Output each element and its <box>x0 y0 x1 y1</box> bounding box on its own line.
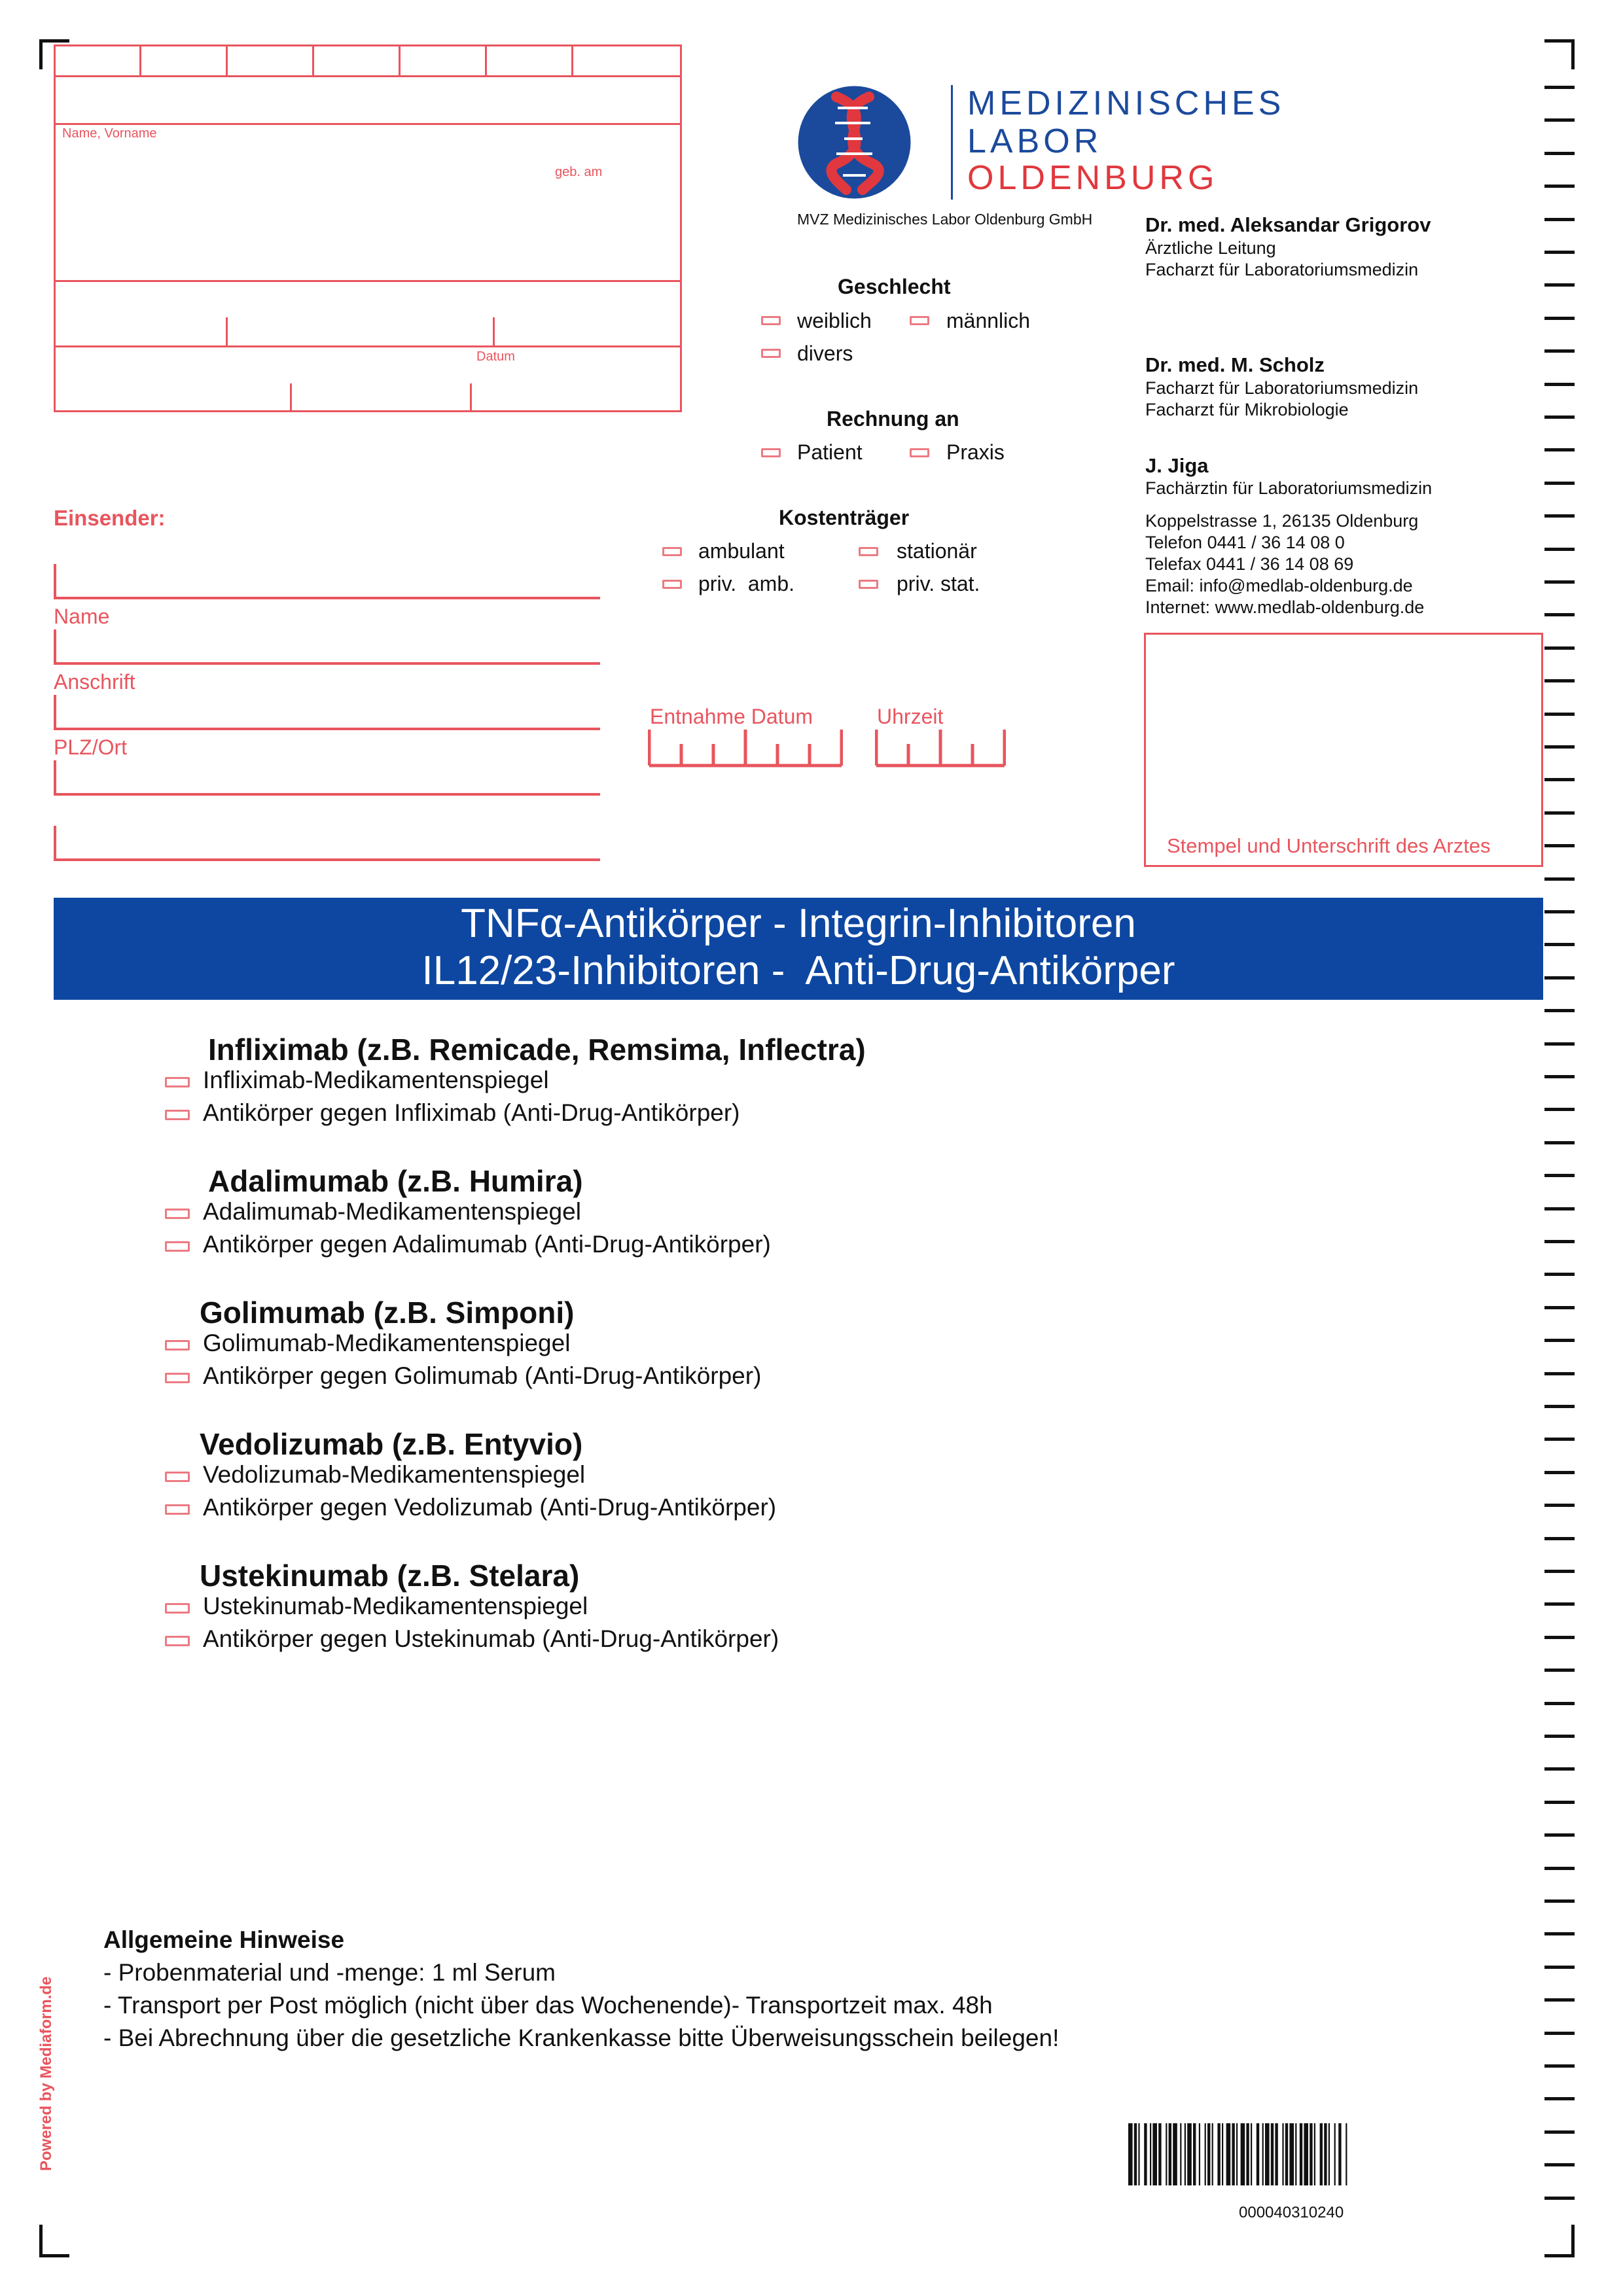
option-stationaer: stationär <box>897 539 977 563</box>
edge-tick <box>1544 811 1575 815</box>
logo-divider <box>951 85 953 200</box>
einsender-anschrift-label: Anschrift <box>54 670 135 694</box>
edge-tick <box>1544 613 1575 616</box>
banner-line-1: TNFα-Antikörper - Integrin-Inhibitoren <box>461 901 1136 946</box>
edge-tick <box>1544 1009 1575 1012</box>
checkbox-praxis[interactable] <box>910 448 929 457</box>
patient-box-divider <box>54 123 682 125</box>
edge-tick <box>1544 1240 1575 1243</box>
test-infliximab-spiegel: Infliximab-Medikamentenspiegel <box>203 1067 549 1093</box>
edge-tick <box>1544 218 1575 221</box>
checkbox-divers[interactable] <box>761 349 781 358</box>
edge-tick <box>1544 383 1575 386</box>
einsender-line-3 <box>54 728 600 730</box>
barcode-bar <box>1217 2123 1220 2185</box>
option-praxis: Praxis <box>946 440 1005 464</box>
edge-tick <box>1544 1141 1575 1144</box>
geschlecht-title: Geschlecht <box>838 275 951 298</box>
edge-tick <box>1544 1075 1575 1078</box>
checkbox-ambulant[interactable] <box>662 547 682 556</box>
stamp-label: Stempel und Unterschrift des Arztes <box>1167 834 1491 857</box>
barcode-bar <box>1152 2123 1157 2185</box>
edge-tick <box>1544 283 1575 287</box>
barcode-bar <box>1212 2123 1213 2185</box>
checkbox-golimumab-spiegel[interactable] <box>165 1340 190 1351</box>
test-adalimumab-ada: Antikörper gegen Adalimumab (Anti-Drug-Antikörper) <box>203 1231 771 1258</box>
checkbox-weiblich[interactable] <box>761 316 781 325</box>
edge-tick <box>1544 2130 1575 2134</box>
barcode-bar <box>1144 2123 1147 2185</box>
crop-mark-top-left-v <box>39 39 43 69</box>
barcode-bar <box>1304 2123 1308 2185</box>
einsender-plz-label: PLZ/Ort <box>54 735 128 759</box>
patient-box-divider <box>54 75 682 77</box>
barcode-bar <box>1241 2123 1245 2185</box>
barcode-bar <box>1285 2123 1288 2185</box>
checkbox-adalimumab-ada[interactable] <box>165 1241 190 1252</box>
barcode-bar <box>1338 2123 1341 2185</box>
barcode-bar <box>1282 2123 1283 2185</box>
edge-tick <box>1544 482 1575 485</box>
barcode-bar <box>1246 2123 1249 2185</box>
logo-text-line1: MEDIZINISCHES <box>967 84 1285 122</box>
stamp-signature-box[interactable] <box>1144 633 1543 867</box>
edge-tick <box>1544 1735 1575 1738</box>
rechnung-title: Rechnung an <box>827 407 959 431</box>
test-vedolizumab-ada: Antikörper gegen Vedolizumab (Anti-Drug-Antikörper) <box>203 1494 777 1521</box>
logo-text-line3: OLDENBURG <box>967 159 1219 197</box>
edge-tick <box>1544 1966 1575 1969</box>
powered-by-label: Powered by Mediaform.de <box>37 1976 55 2171</box>
test-heading-golimumab: Golimumab (z.B. Simponi) <box>200 1296 575 1330</box>
company-name: MVZ Medizinisches Labor Oldenburg GmbH <box>797 211 1093 228</box>
test-heading-vedolizumab: Vedolizumab (z.B. Entyvio) <box>200 1427 583 1461</box>
edge-tick <box>1544 2163 1575 2166</box>
einsender-line-2 <box>54 662 600 665</box>
doctor-2-line1: Facharzt für Laboratoriumsmedizin <box>1145 378 1419 398</box>
barcode-bar <box>1187 2123 1192 2185</box>
option-weiblich: weiblich <box>797 309 872 332</box>
patient-box-tick <box>290 383 292 412</box>
edge-tick <box>1544 679 1575 682</box>
edge-tick <box>1544 1702 1575 1705</box>
barcode-bar <box>1271 2123 1274 2185</box>
edge-tick <box>1544 152 1575 155</box>
test-heading-adalimumab: Adalimumab (z.B. Humira) <box>208 1164 583 1198</box>
barcode-bar <box>1205 2123 1206 2185</box>
patient-box-col <box>139 44 141 76</box>
barcode-bar <box>1158 2123 1161 2185</box>
barcode-bar <box>1169 2123 1171 2185</box>
einsender-line-1-tick <box>54 564 56 599</box>
checkbox-golimumab-ada[interactable] <box>165 1373 190 1383</box>
doctor-2-name: Dr. med. M. Scholz <box>1145 353 1325 376</box>
barcode <box>1127 2123 1461 2185</box>
edge-tick <box>1544 713 1575 716</box>
barcode-bar <box>1226 2123 1231 2185</box>
edge-tick <box>1544 2197 1575 2200</box>
barcode-bar <box>1232 2123 1234 2185</box>
barcode-bar <box>1193 2123 1196 2185</box>
edge-tick <box>1544 415 1575 419</box>
hinweise-line-3: - Bei Abrechnung über die gesetzliche Krankenkasse bitte Überweisungsschein beilegen! <box>103 2024 1060 2051</box>
option-priv-stat: priv. stat. <box>897 572 980 595</box>
edge-tick <box>1544 1504 1575 1507</box>
einsender-title: Einsender: <box>54 506 166 530</box>
test-ustekinumab-spiegel: Ustekinumab-Medikamentenspiegel <box>203 1593 588 1619</box>
barcode-bar <box>1257 2123 1259 2185</box>
edge-tick <box>1544 910 1575 913</box>
barcode-bar <box>1334 2123 1336 2185</box>
barcode-bar <box>1138 2123 1139 2185</box>
contact-email: Email: info@medlab-oldenburg.de <box>1145 576 1413 595</box>
edge-tick <box>1544 844 1575 847</box>
checkbox-priv-stat[interactable] <box>859 580 878 589</box>
edge-tick <box>1544 877 1575 881</box>
option-patient: Patient <box>797 440 863 464</box>
barcode-bar <box>1295 2123 1296 2185</box>
edge-tick <box>1544 1767 1575 1771</box>
edge-tick <box>1544 1273 1575 1276</box>
edge-tick <box>1544 1636 1575 1639</box>
edge-tick <box>1544 1438 1575 1441</box>
test-heading-ustekinumab: Ustekinumab (z.B. Stelara) <box>200 1559 580 1593</box>
patient-box-col <box>485 44 487 76</box>
edge-tick <box>1544 580 1575 584</box>
geb-am-label: geb. am <box>555 165 603 179</box>
checkbox-priv-amb[interactable] <box>662 580 682 589</box>
edge-tick <box>1544 646 1575 650</box>
edge-tick <box>1544 1339 1575 1342</box>
edge-tick <box>1544 349 1575 353</box>
barcode-bar <box>1314 2123 1315 2185</box>
test-adalimumab-spiegel: Adalimumab-Medikamentenspiegel <box>203 1198 581 1225</box>
barcode-bar <box>1310 2123 1312 2185</box>
barcode-bar <box>1236 2123 1238 2185</box>
patient-box-tick <box>493 317 495 346</box>
option-maennlich: männlich <box>946 309 1031 332</box>
edge-tick <box>1544 778 1575 781</box>
patient-data-box <box>54 44 682 412</box>
barcode-bar <box>1289 2123 1294 2185</box>
edge-tick <box>1544 943 1575 946</box>
edge-tick <box>1544 2064 1575 2068</box>
contact-fax: Telefax 0441 / 36 14 08 69 <box>1145 554 1354 574</box>
hinweise-title: Allgemeine Hinweise <box>103 1926 345 1953</box>
edge-tick <box>1544 745 1575 749</box>
edge-tick <box>1544 1801 1575 1804</box>
edge-tick <box>1544 1471 1575 1474</box>
barcode-bar <box>1173 2123 1177 2185</box>
doctor-2-line2: Facharzt für Mikrobiologie <box>1145 400 1349 419</box>
checkbox-adalimumab-spiegel[interactable] <box>165 1209 190 1219</box>
barcode-bar <box>1222 2123 1223 2185</box>
einsender-line-5 <box>54 858 600 861</box>
edge-tick <box>1544 1405 1575 1408</box>
patient-box-col <box>571 44 573 76</box>
entnahme-datum-field[interactable] <box>648 730 843 769</box>
edge-tick <box>1544 1602 1575 1606</box>
doctor-3-name: J. Jiga <box>1145 454 1209 477</box>
einsender-line-1 <box>54 597 600 599</box>
doctor-1-line1: Ärztliche Leitung <box>1145 238 1276 258</box>
kostentraeger-title: Kostenträger <box>779 506 910 529</box>
barcode-bar <box>1134 2123 1137 2185</box>
patient-box-col <box>312 44 314 76</box>
patient-box-tick <box>226 317 228 346</box>
name-vorname-label: Name, Vorname <box>62 126 157 141</box>
edge-tick <box>1544 118 1575 122</box>
einsender-line-5-tick <box>54 826 56 861</box>
edge-tick <box>1544 1108 1575 1111</box>
barcode-bar <box>1150 2123 1151 2185</box>
barcode-bar <box>1300 2123 1302 2185</box>
option-ambulant: ambulant <box>698 539 785 563</box>
test-infliximab-ada: Antikörper gegen Infliximab (Anti-Drug-Antikörper) <box>203 1099 740 1126</box>
contact-web: Internet: www.medlab-oldenburg.de <box>1145 597 1425 617</box>
dna-logo-icon <box>797 85 912 200</box>
hinweise-line-2: - Transport per Post möglich (nicht über das Wochenende)- Transportzeit max. 48h <box>103 1992 993 2019</box>
contact-address: Koppelstrasse 1, 26135 Oldenburg <box>1145 511 1419 531</box>
barcode-bar <box>1251 2123 1252 2185</box>
barcode-number: 000040310240 <box>1239 2204 1344 2221</box>
crop-mark-bottom-right-v <box>1571 2225 1575 2257</box>
edge-tick <box>1544 251 1575 254</box>
checkbox-patient[interactable] <box>761 448 781 457</box>
edge-tick <box>1544 1932 1575 1935</box>
barcode-bar <box>1180 2123 1181 2185</box>
edge-tick <box>1544 86 1575 89</box>
option-divers: divers <box>797 342 853 365</box>
doctor-3-line1: Fachärztin für Laboratoriumsmedizin <box>1145 478 1433 498</box>
test-vedolizumab-spiegel: Vedolizumab-Medikamentenspiegel <box>203 1461 586 1488</box>
edge-tick <box>1544 1833 1575 1837</box>
edge-tick <box>1544 2097 1575 2100</box>
uhrzeit-label: Uhrzeit <box>877 705 944 728</box>
barcode-bar <box>1166 2123 1167 2185</box>
edge-tick <box>1544 514 1575 518</box>
checkbox-infliximab-ada[interactable] <box>165 1110 190 1120</box>
einsender-line-4 <box>54 793 600 796</box>
checkbox-maennlich[interactable] <box>910 316 929 325</box>
option-priv-amb: priv. amb. <box>698 572 794 595</box>
test-heading-infliximab: Infliximab (z.B. Remicade, Remsima, Inflectra) <box>208 1033 866 1067</box>
crop-mark-top-right-h <box>1544 39 1575 43</box>
checkbox-stationaer[interactable] <box>859 547 878 556</box>
barcode-bar <box>1275 2123 1277 2185</box>
checkbox-vedolizumab-spiegel[interactable] <box>165 1472 190 1482</box>
title-banner <box>54 898 1543 1000</box>
patient-box-col <box>226 44 228 76</box>
edge-tick <box>1544 548 1575 551</box>
einsender-line-3-tick <box>54 695 56 730</box>
uhrzeit-field[interactable] <box>875 730 1006 769</box>
edge-tick <box>1544 1174 1575 1177</box>
barcode-bar <box>1329 2123 1330 2185</box>
edge-tick <box>1544 1867 1575 1870</box>
edge-tick <box>1544 185 1575 188</box>
edge-tick <box>1544 1372 1575 1375</box>
patient-box-divider <box>54 280 682 282</box>
datum-label: Datum <box>476 349 515 364</box>
edge-tick <box>1544 1207 1575 1210</box>
test-golimumab-spiegel: Golimumab-Medikamentenspiegel <box>203 1330 571 1356</box>
crop-mark-bottom-left-h <box>39 2254 69 2257</box>
banner-line-2: IL12/23-Inhibitoren - Anti-Drug-Antikörper <box>421 948 1175 993</box>
edge-tick <box>1544 1998 1575 2002</box>
barcode-bar <box>1346 2123 1347 2185</box>
einsender-name-label: Name <box>54 605 110 628</box>
edge-tick <box>1544 448 1575 451</box>
edge-tick <box>1544 1570 1575 1573</box>
crop-mark-top-right-v <box>1571 39 1575 69</box>
barcode-bar <box>1128 2123 1133 2185</box>
patient-box-tick <box>470 383 472 412</box>
barcode-bar <box>1324 2123 1327 2185</box>
einsender-line-2-tick <box>54 629 56 665</box>
edge-tick <box>1544 1537 1575 1540</box>
edge-tick <box>1544 1306 1575 1309</box>
barcode-bar <box>1262 2123 1264 2185</box>
barcode-bar <box>1265 2123 1270 2185</box>
test-golimumab-ada: Antikörper gegen Golimumab (Anti-Drug-Antikörper) <box>203 1362 762 1389</box>
test-ustekinumab-ada: Antikörper gegen Ustekinumab (Anti-Drug-Antikörper) <box>203 1625 779 1652</box>
barcode-bar <box>1320 2123 1323 2185</box>
checkbox-infliximab-spiegel[interactable] <box>165 1077 190 1087</box>
crop-mark-bottom-left-v <box>39 2225 43 2257</box>
crop-mark-top-left-h <box>39 39 69 43</box>
checkbox-ustekinumab-ada[interactable] <box>165 1636 190 1646</box>
hinweise-line-1: - Probenmaterial und -menge: 1 ml Serum <box>103 1959 556 1986</box>
contact-phone: Telefon 0441 / 36 14 08 0 <box>1145 533 1345 552</box>
checkbox-ustekinumab-spiegel[interactable] <box>165 1603 190 1614</box>
barcode-bar <box>1207 2123 1210 2185</box>
edge-tick <box>1544 317 1575 320</box>
doctor-1-name: Dr. med. Aleksandar Grigorov <box>1145 213 1431 236</box>
entnahme-datum-label: Entnahme Datum <box>650 705 813 728</box>
edge-tick <box>1544 1042 1575 1046</box>
edge-tick <box>1544 2032 1575 2035</box>
edge-tick <box>1544 1899 1575 1903</box>
patient-box-divider <box>54 345 682 347</box>
checkbox-vedolizumab-ada[interactable] <box>165 1504 190 1515</box>
barcode-bar <box>1185 2123 1186 2185</box>
doctor-1-line2: Facharzt für Laboratoriumsmedizin <box>1145 260 1419 279</box>
edge-tick <box>1544 976 1575 980</box>
logo-text-line2: LABOR <box>967 122 1103 160</box>
einsender-line-4-tick <box>54 760 56 796</box>
patient-box-col <box>399 44 401 76</box>
barcode-bar <box>1199 2123 1200 2185</box>
crop-mark-bottom-right-h <box>1544 2254 1575 2257</box>
edge-tick <box>1544 1669 1575 1672</box>
